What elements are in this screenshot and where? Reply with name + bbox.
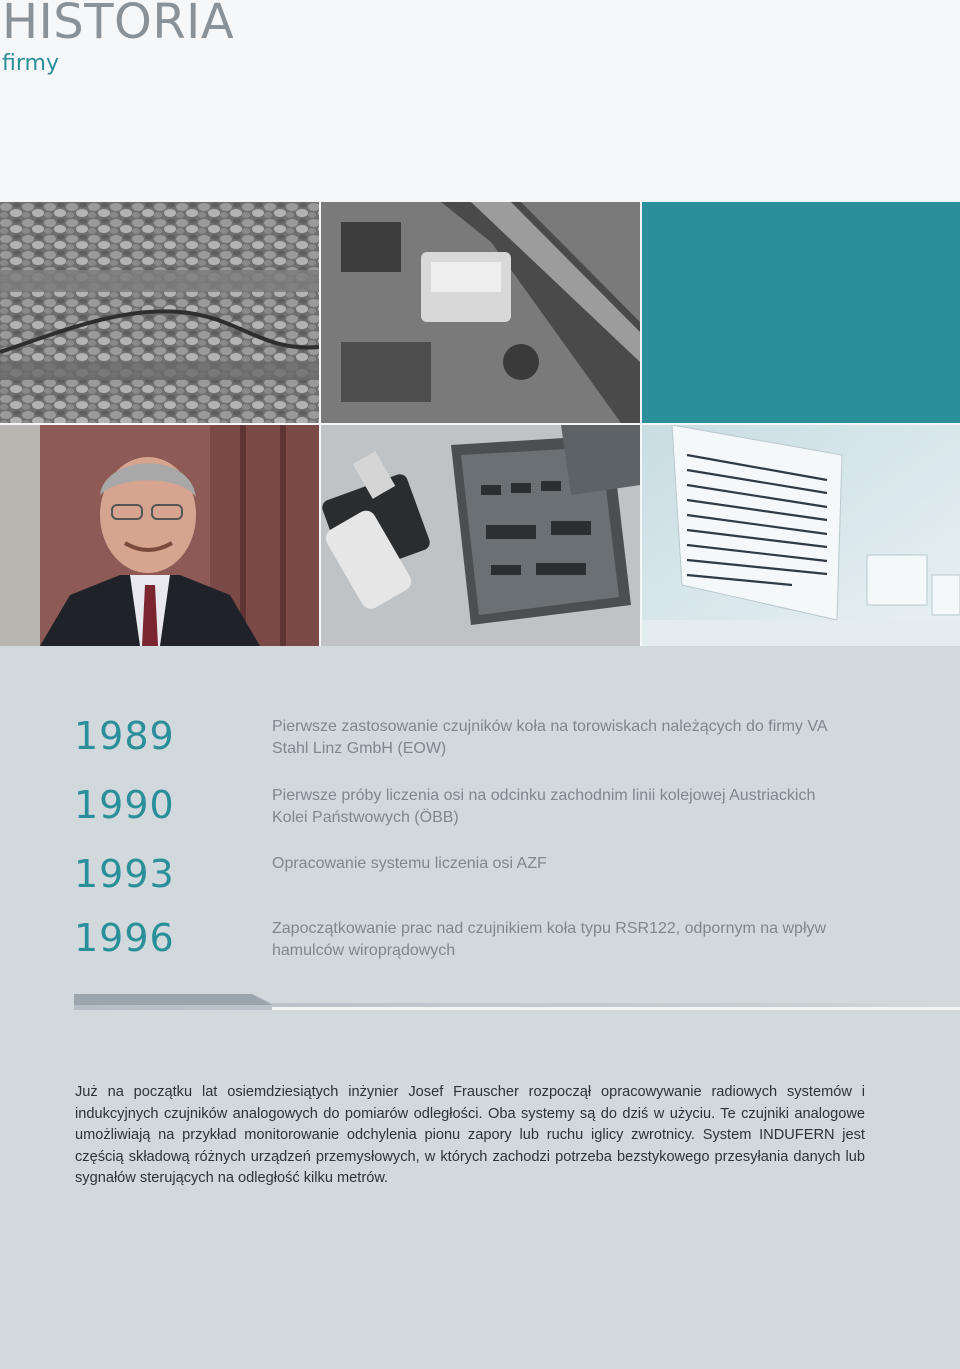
page-header [0,0,960,200]
photo-man-portrait [0,425,319,646]
photo-sensor-circuit-board [321,425,640,646]
teal-block [642,202,960,423]
timeline-year: 1993 [74,852,175,896]
photo-rail-sensor [321,202,640,423]
photo-grid [0,202,960,646]
timeline-description: Zapoczątkowanie prac nad czujnikiem koła typu RSR122, odpornym na wpływ hamulców wiroprądowych [272,920,827,959]
page-subtitle: firmy [2,51,59,76]
photo-railway-ballast [0,202,319,423]
timeline-year: 1990 [74,783,175,827]
timeline-panel [0,646,960,1369]
timeline-description: Pierwsze zastosowanie czujników koła na torowiskach należących do firmy VA Stahl Linz GmbH (EOW) [272,718,827,757]
section-divider [74,994,960,1016]
intro-paragraph: Już na początku lat osiemdziesiątych inżynier Josef Frauscher rozpoczął opracowywanie radiowych systemów i indukcyjnych czujników analogowych do pomiarów odległości. Oba systemy są do dziś w użyciu. Te czujniki analogowe umożliwiają na przykład monitorowanie odchylenia pionu zapory lub ruchu iglicy zwrotnicy. System INDUFERN jest częścią składową różnych urządzeń przemysłowych, w których zachodzi potrzeba bezstykowego przesyłania danych lub sygnałów sterujących na odległość kilku metrów. [75,1084,865,1187]
photo-wall-text-panel [642,425,960,646]
page-title: HISTORIA [2,0,235,50]
timeline-year: 1989 [74,714,175,758]
timeline-description: Pierwsze próby liczenia osi na odcinku zachodnim linii kolejowej Austriackich Kolei Państwowych (ÖBB) [272,787,816,826]
timeline-description: Opracowanie systemu liczenia osi AZF [272,855,547,872]
timeline-year: 1996 [74,916,175,960]
